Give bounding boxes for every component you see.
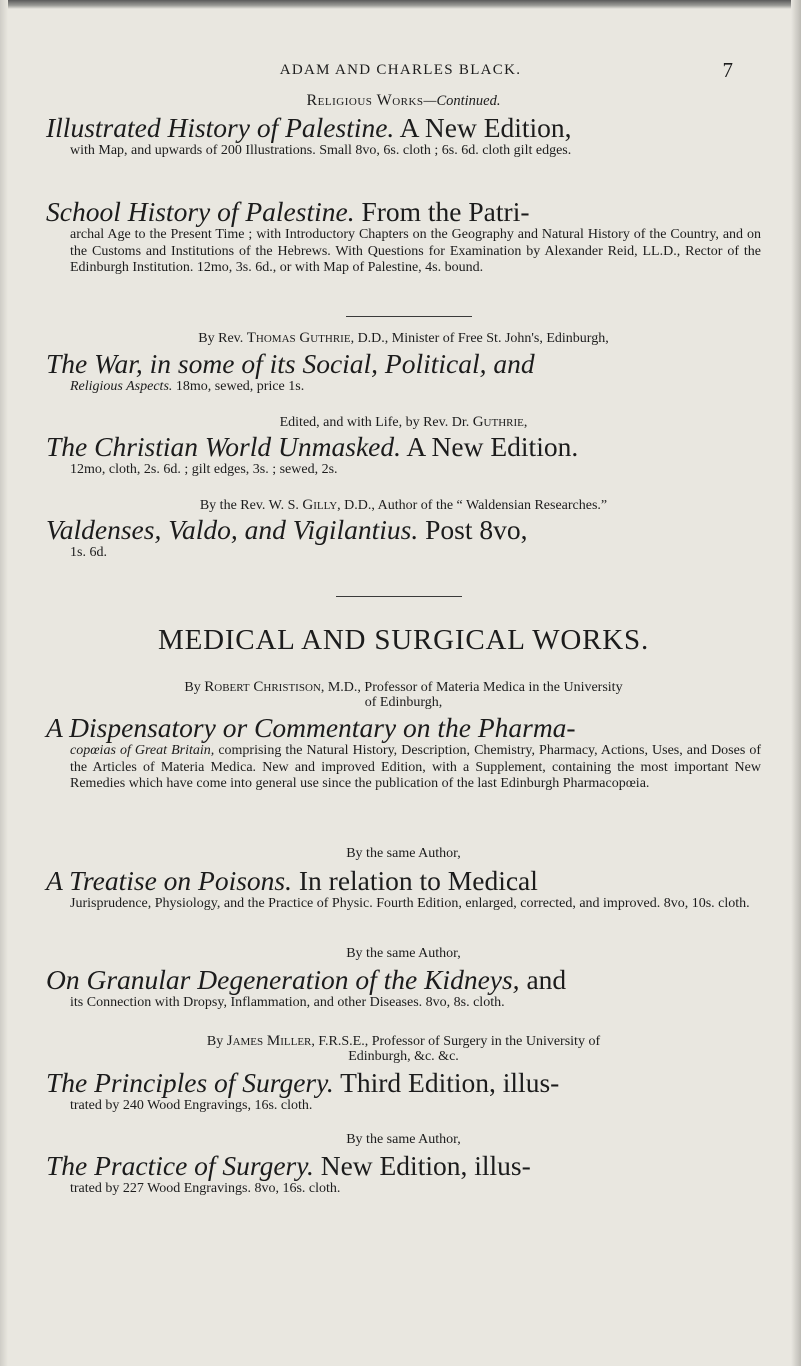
author-line: By Robert Christison, M.D., Professor of Materia Medica in the University: [184, 679, 623, 695]
book-entry: [46, 965, 761, 1012]
book-title: A Treatise on Poisons. In relation to Medical: [46, 865, 538, 896]
book-description: its Connection with Dropsy, Inflammation, and other Diseases. 8vo, 8s. cloth.: [70, 995, 505, 1010]
section-heading: [46, 92, 761, 110]
book-entry: [46, 713, 761, 793]
section-continued: —Continued.: [423, 93, 501, 109]
author-line: By Rev. Thomas Guthrie, D.D., Minister of Free St. John's, Edinburgh,: [198, 330, 609, 346]
book-description: archal Age to the Present Time ; with Introductory Chapters on the Geography and Natural History of the Country, and on the Customs and Institutions of the Hebrews. With Questions for Examination by Alexander Reid, LL.D., Rector of the Edinburgh Institution. 12mo, 3s. 6d., or with Map of Palestine, 4s. bound.: [70, 227, 761, 275]
book-description: trated by 240 Wood Engravings, 16s. cloth.: [70, 1098, 313, 1113]
author-line-continued: Edinburgh, &c. &c.: [348, 1049, 459, 1064]
book-entry: [46, 349, 761, 396]
book-description: Religious Aspects. 18mo, sewed, price 1s.: [70, 379, 305, 394]
section-divider: [336, 596, 462, 597]
book-title: The Principles of Surgery. Third Edition, illus-: [46, 1067, 560, 1098]
book-entry: [46, 197, 761, 277]
author-line-continued: of Edinburgh,: [364, 695, 443, 710]
book-title: Valdenses, Valdo, and Vigilantius. Post 8vo,: [46, 514, 528, 545]
book-title: Illustrated History of Palestine. A New Edition,: [46, 112, 572, 143]
page-number: 7: [722, 58, 733, 82]
author-line: By the same Author,: [346, 1132, 461, 1147]
book-entry: [46, 866, 761, 913]
book-title: The Christian World Unmasked. A New Edition.: [46, 431, 579, 462]
book-title: School History of Palestine. From the Patri-: [46, 196, 530, 227]
book-title: The Practice of Surgery. New Edition, illus-: [46, 1150, 531, 1181]
author-line: Edited, and with Life, by Rev. Dr. Guthrie,: [279, 414, 528, 430]
book-title: On Granular Degeneration of the Kidneys, and: [46, 964, 567, 995]
book-entry: [46, 113, 761, 160]
running-head: [0, 58, 801, 84]
section-title: MEDICAL AND SURGICAL WORKS.: [158, 624, 649, 656]
book-title: The War, in some of its Social, Political, and: [46, 348, 535, 379]
page-right-edge: [791, 0, 801, 1366]
page-left-edge: [0, 0, 8, 1366]
book-title: A Dispensatory or Commentary on the Pharma-: [46, 712, 576, 743]
book-description: with Map, and upwards of 200 Illustrations. Small 8vo, 6s. cloth ; 6s. 6d. cloth gilt edges.: [70, 143, 572, 158]
author-line: By the same Author,: [346, 946, 461, 961]
book-description: 12mo, cloth, 2s. 6d. ; gilt edges, 3s. ; sewed, 2s.: [70, 462, 338, 477]
author-line: By James Miller, F.R.S.E., Professor of Surgery in the University of: [206, 1033, 601, 1049]
book-description: Jurisprudence, Physiology, and the Practice of Physic. Fourth Edition, enlarged, corrected, and improved. 8vo, 10s. cloth.: [70, 896, 750, 911]
section-label: Religious Works: [306, 92, 424, 109]
book-description: copœias of Great Britain, comprising the Natural History, Description, Chemistry, Pharmacy, Actions, Uses, and Doses of the Articles of Materia Medica. New and improved Edition, with a Supplement, containing the most important New Remedies which have come into general use since the publication of the last Edinburgh Pharmacopœia.: [70, 743, 762, 791]
running-title: ADAM AND CHARLES BLACK.: [279, 62, 522, 78]
page-top-edge: [0, 0, 801, 9]
book-entry: [46, 1151, 761, 1198]
book-entry: [46, 432, 761, 479]
book-entry: [46, 515, 761, 562]
section-divider: [346, 316, 472, 317]
book-description: 1s. 6d.: [70, 545, 107, 560]
author-line: By the same Author,: [346, 846, 461, 861]
book-description: trated by 227 Wood Engravings. 8vo, 16s. cloth.: [70, 1181, 341, 1196]
book-entry: [46, 1068, 761, 1115]
author-line: By the Rev. W. S. Gilly, D.D., Author of the “ Waldensian Researches.”: [199, 497, 608, 513]
